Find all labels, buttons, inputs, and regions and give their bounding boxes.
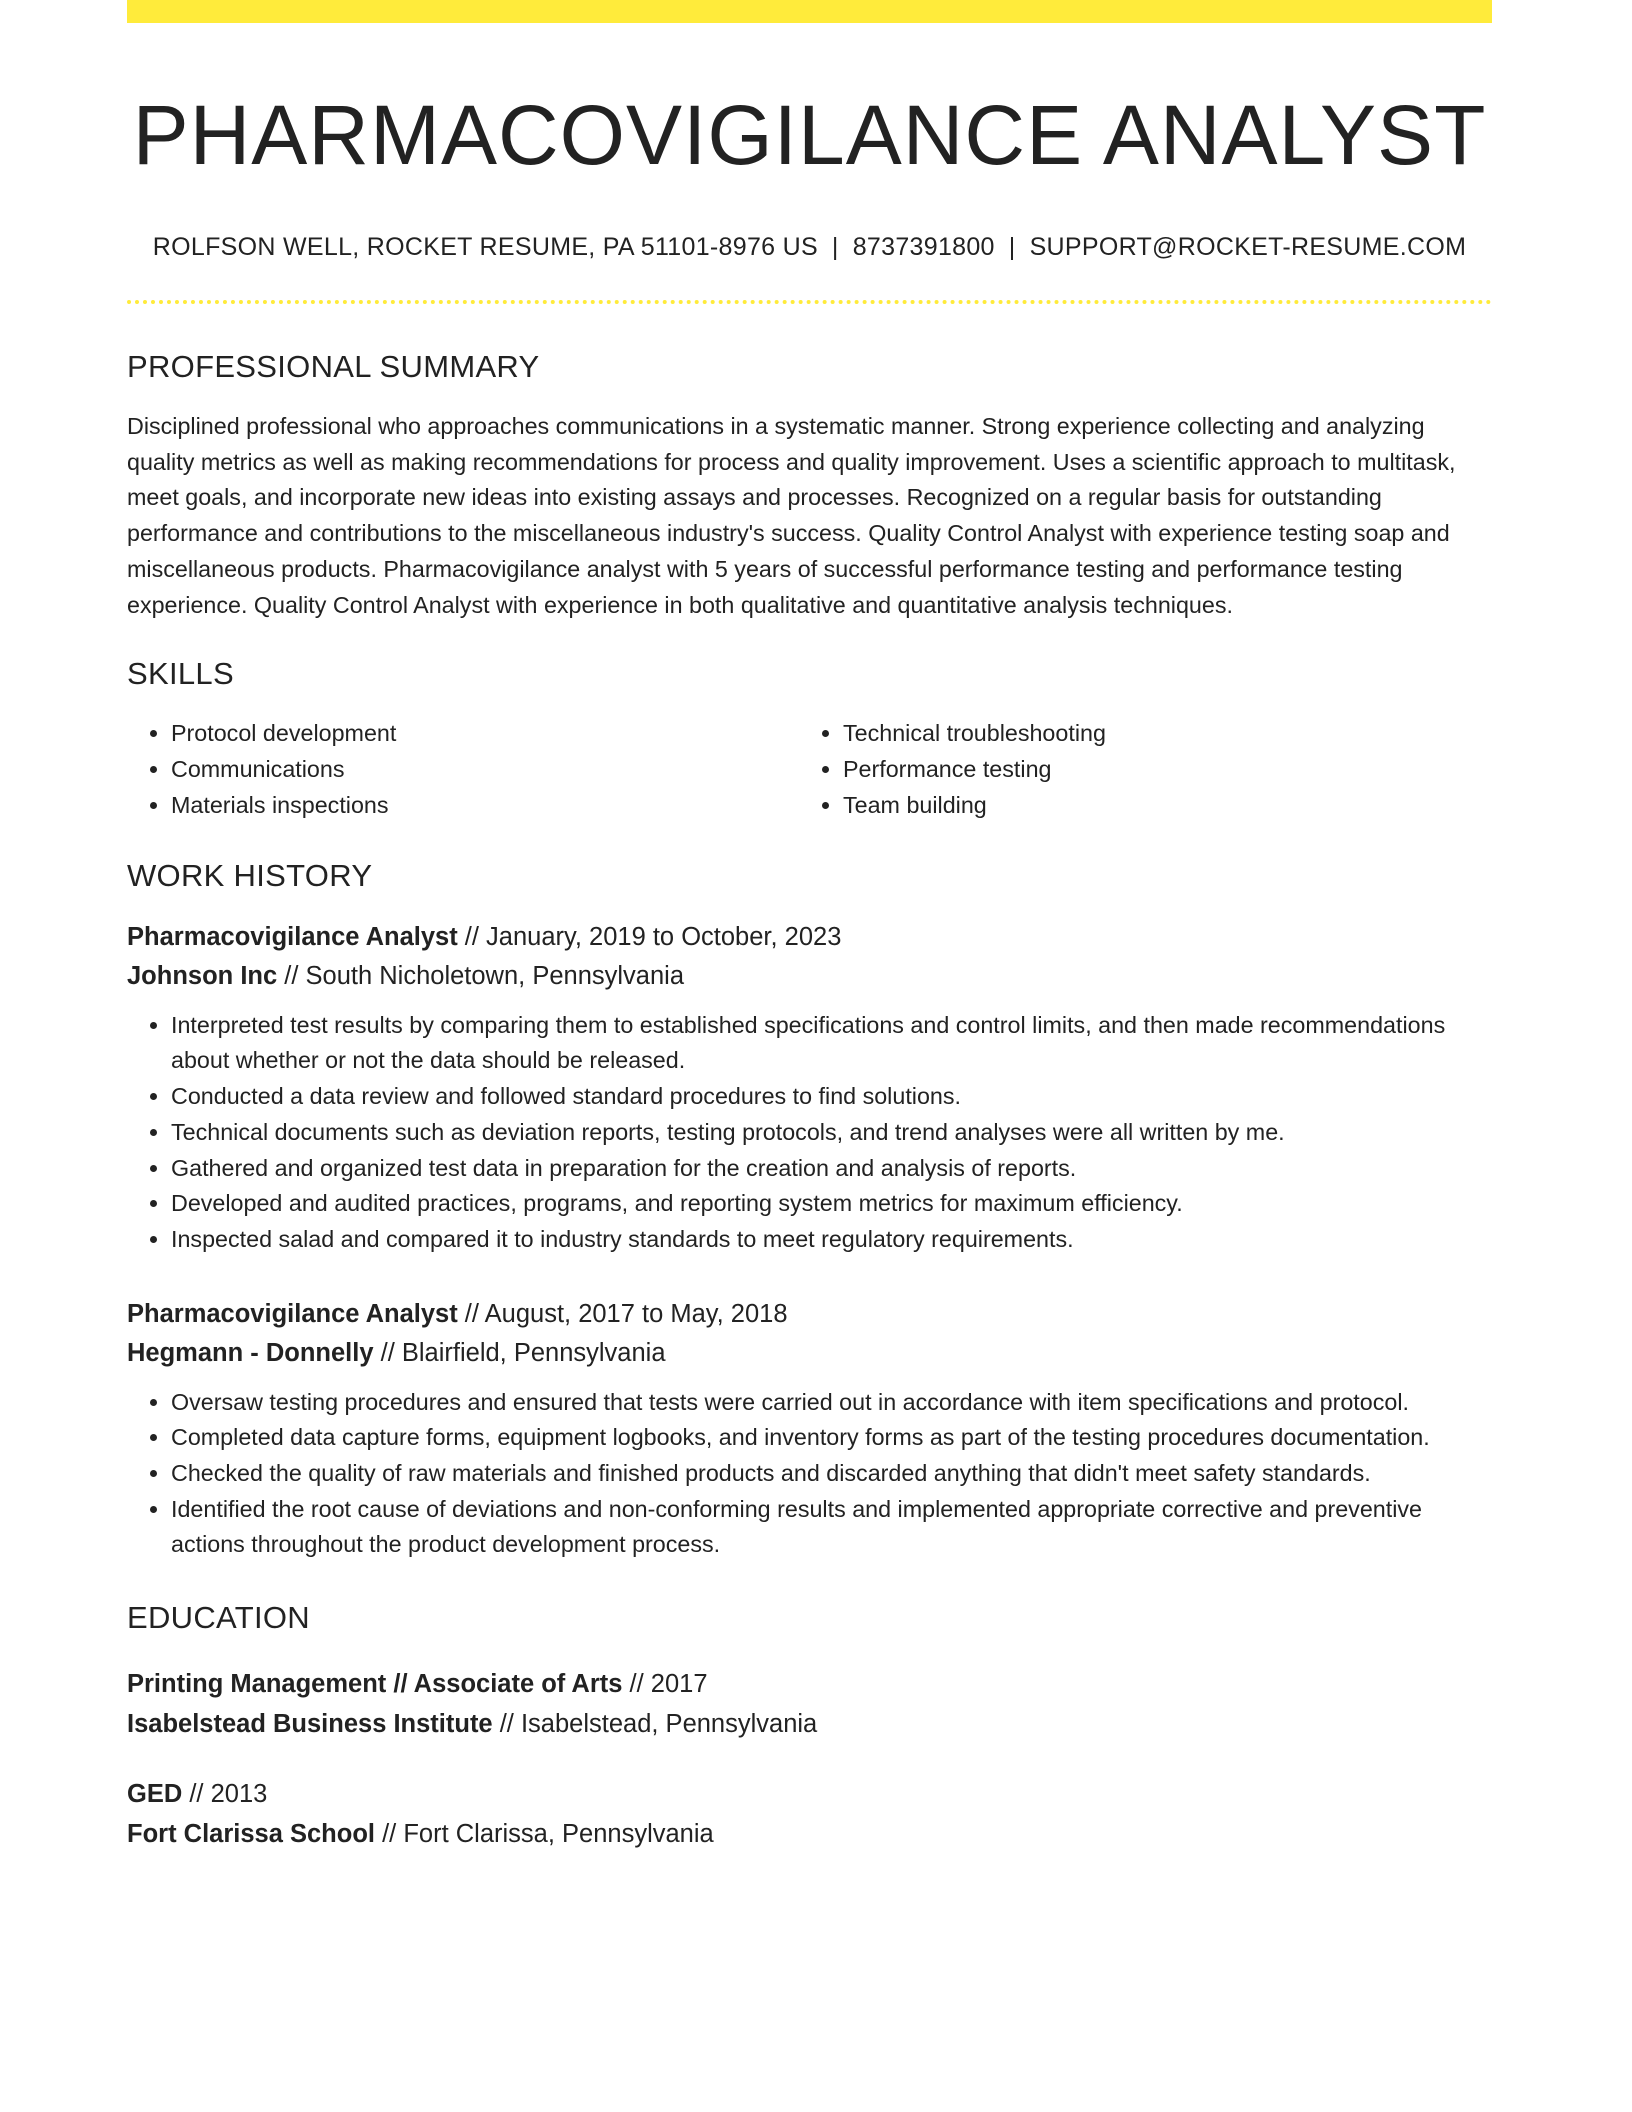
contact-phone: 8737391800 [852, 232, 995, 261]
skill-item: • Technical troubleshooting [843, 716, 1471, 752]
job-company: Johnson Inc [127, 961, 278, 990]
education-school: Isabelstead Business Institute [127, 1710, 493, 1739]
education-degree-line [127, 1664, 1492, 1704]
contact-line [127, 232, 1492, 262]
education-heading: EDUCATION [127, 1600, 310, 1636]
job-bullet: • Conducted a data review and followed standard procedures to find solutions. [171, 1079, 1492, 1115]
job-bullet: • Oversaw testing procedures and ensured that tests were carried out in accordance with item specifications and protocol. [171, 1385, 1492, 1421]
education-school-line [127, 1704, 1492, 1744]
education-year: // 2013 [182, 1780, 268, 1809]
job-company: Hegmann - Donnelly [127, 1338, 374, 1367]
summary-text: Disciplined professional who approaches communications in a systematic manner. Strong experience collecting and analyzing quality metrics as well as making recommendations for process and quality improvement. Uses a scientific approach to multitask, meet goals, and incorporate new ideas into existing assays and processes. Recognized on a regular basis for outstanding performance and contributions to the miscellaneous industry's success. Quality Control Analyst with experience testing soap and miscellaneous products. Pharmacovigilance analyst with 5 years of successful performance testing and performance testing experience. Quality Control Analyst with experience in both qualitative and quantitative analysis techniques. [127, 412, 1456, 618]
skill-item: • Team building [843, 788, 1471, 824]
job-bullets [127, 1385, 1492, 1564]
job-role: Pharmacovigilance Analyst [127, 1299, 458, 1328]
job-bullet: • Completed data capture forms, equipment logbooks, and inventory forms as part of the testing procedures documentation. [171, 1420, 1492, 1456]
education-location: // Isabelstead, Pennsylvania [492, 1710, 818, 1739]
job-entry [127, 1295, 1492, 1564]
education-year: // 2017 [622, 1670, 708, 1699]
contact-email: SUPPORT@ROCKET-RESUME.COM [1029, 232, 1467, 261]
education-degree-line [127, 1774, 1492, 1814]
skills-list [127, 716, 1492, 823]
candidate-title: PHARMACOVIGILANCE ANALYST [132, 88, 1487, 182]
contact-separator: | [1008, 232, 1016, 261]
job-company-line [127, 957, 1492, 996]
job-role-line [127, 918, 1492, 957]
skill-item: • Protocol development [171, 716, 799, 752]
education-entry [127, 1774, 1492, 1854]
education-school: Fort Clarissa School [127, 1820, 375, 1849]
job-bullets [127, 1008, 1492, 1258]
education-degree: GED [127, 1780, 183, 1809]
skills-column-left [127, 716, 799, 823]
summary-heading: PROFESSIONAL SUMMARY [127, 348, 540, 384]
dotted-divider [127, 300, 1492, 304]
top-accent-bar [127, 0, 1492, 23]
job-bullet: • Identified the root cause of deviations and non-conforming results and implemented appropriate corrective and preventive actions throughout the product development process. [171, 1492, 1492, 1563]
job-bullet: • Gathered and organized test data in preparation for the creation and analysis of reports. [171, 1151, 1492, 1187]
work-history-heading: WORK HISTORY [127, 857, 373, 893]
contact-address: ROLFSON WELL, ROCKET RESUME, PA 51101-8976 US [152, 232, 818, 261]
job-role: Pharmacovigilance Analyst [127, 922, 458, 951]
job-location: // South Nicholetown, Pennsylvania [277, 961, 685, 990]
job-dates: // January, 2019 to October, 2023 [457, 922, 842, 951]
job-company-line [127, 1334, 1492, 1373]
job-dates: // August, 2017 to May, 2018 [457, 1299, 788, 1328]
skills-heading: SKILLS [127, 656, 234, 692]
education-entry [127, 1664, 1492, 1744]
job-bullet: • Inspected salad and compared it to industry standards to meet regulatory requirements. [171, 1222, 1492, 1258]
skill-item: • Performance testing [843, 752, 1471, 788]
skill-item: • Communications [171, 752, 799, 788]
job-bullet: • Technical documents such as deviation reports, testing protocols, and trend analyses were all written by me. [171, 1115, 1492, 1151]
job-role-line [127, 1295, 1492, 1334]
job-bullet: • Checked the quality of raw materials and finished products and discarded anything that didn't meet safety standards. [171, 1456, 1492, 1492]
job-bullet: • Interpreted test results by comparing them to established specifications and control limits, and then made recommendations about whether or not the data should be released. [171, 1008, 1492, 1079]
education-location: // Fort Clarissa, Pennsylvania [374, 1820, 714, 1849]
job-bullet: • Developed and audited practices, programs, and reporting system metrics for maximum efficiency. [171, 1186, 1492, 1222]
education-degree: Printing Management // Associate of Arts [127, 1670, 623, 1699]
skill-item: • Materials inspections [171, 788, 799, 824]
contact-separator: | [831, 232, 839, 261]
skills-column-right [799, 716, 1471, 823]
resume-page [127, 0, 1492, 1854]
education-school-line [127, 1814, 1492, 1854]
job-entry [127, 918, 1492, 1258]
job-location: // Blairfield, Pennsylvania [373, 1338, 666, 1367]
